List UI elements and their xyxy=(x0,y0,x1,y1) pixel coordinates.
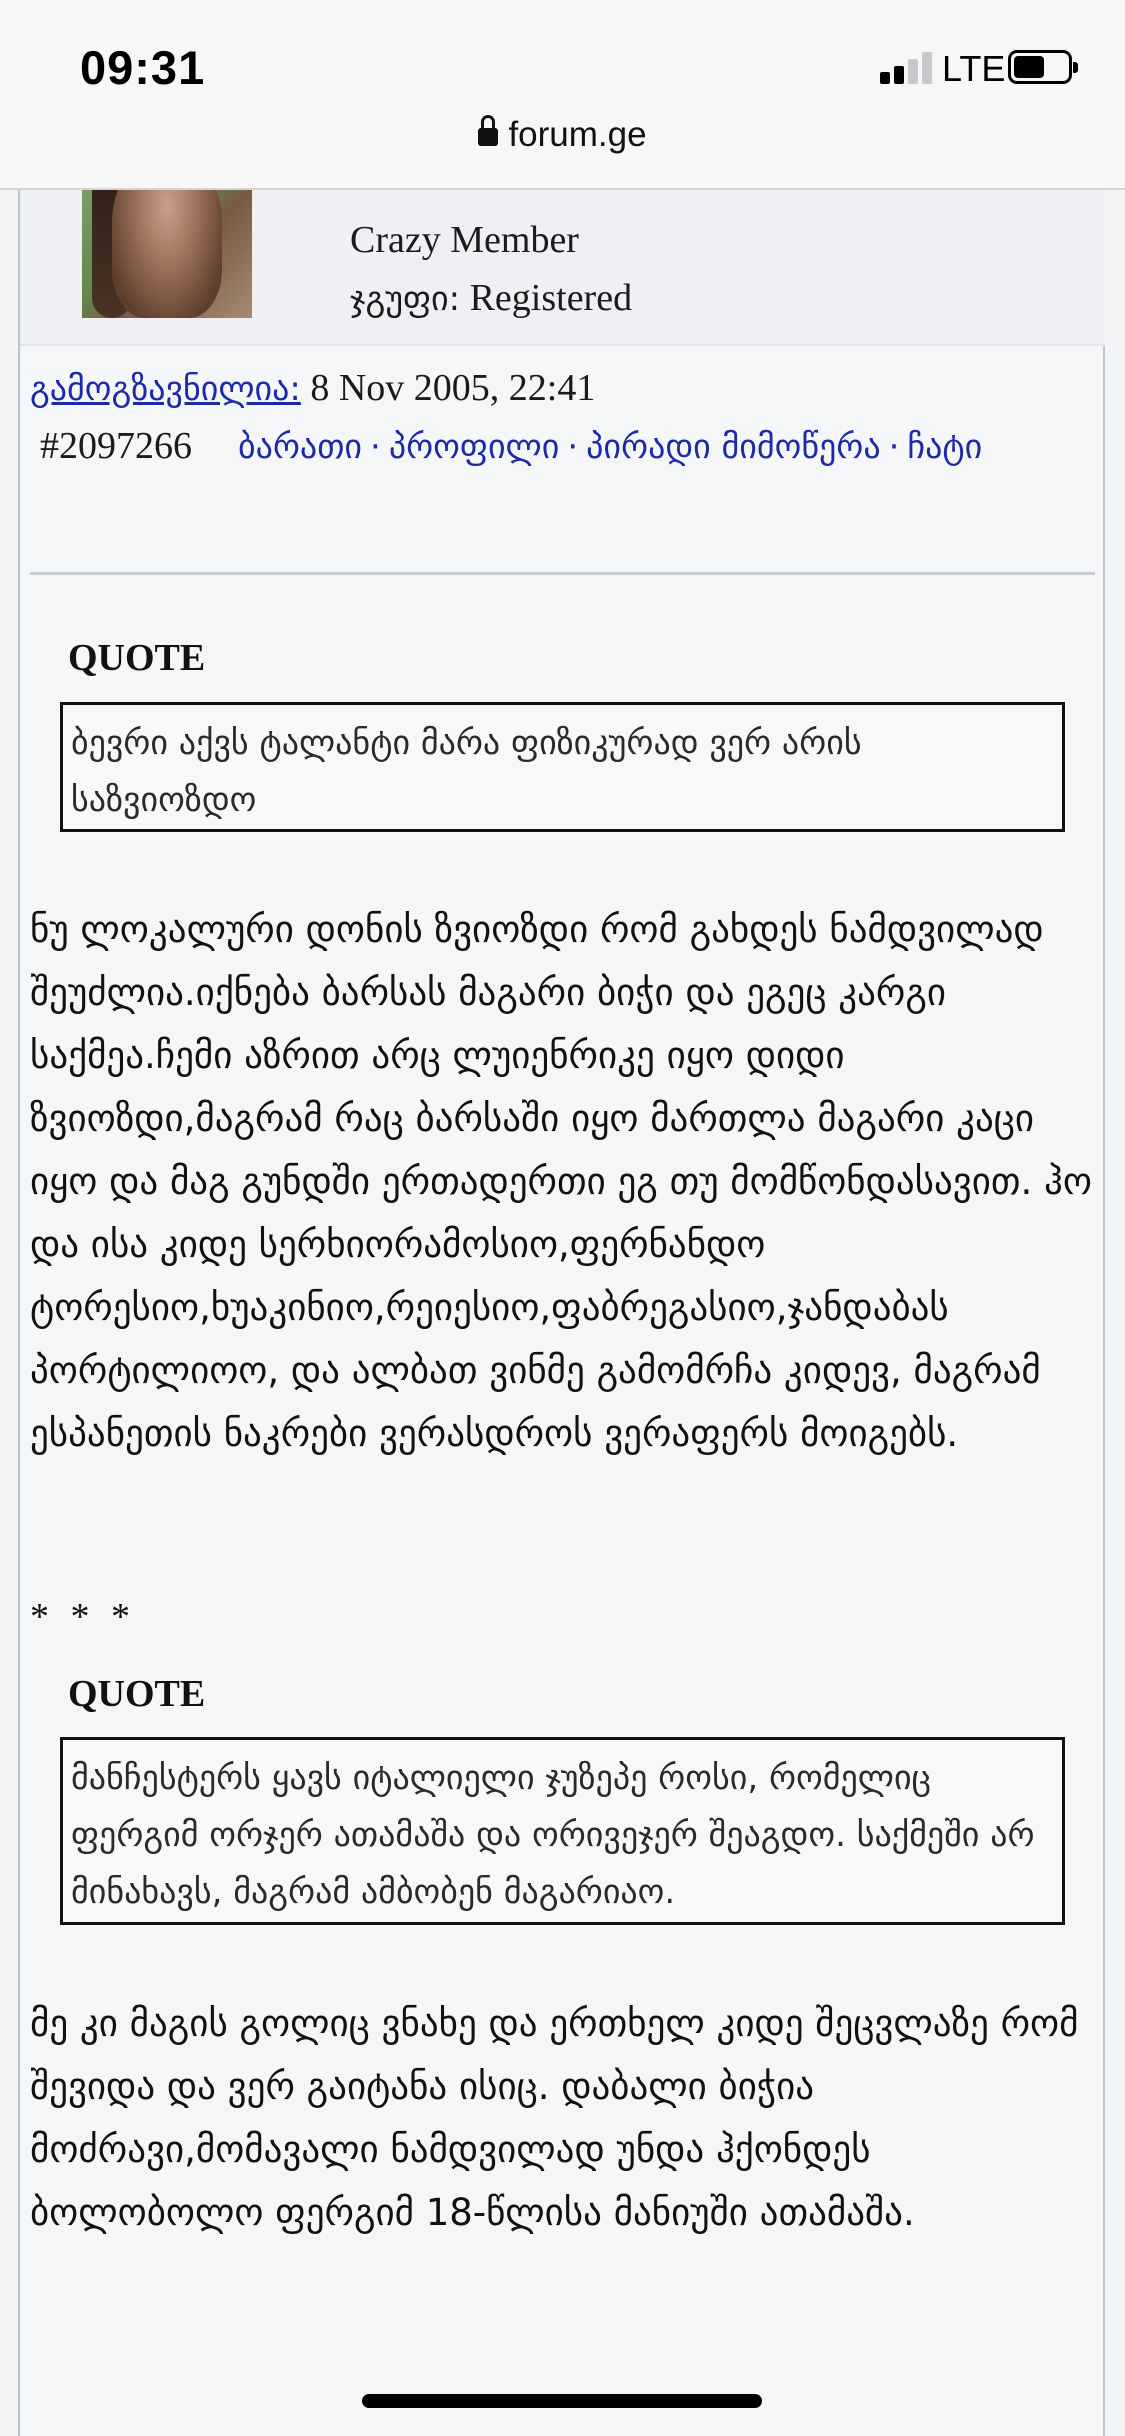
card-link[interactable]: ბარათი xyxy=(238,427,363,467)
post-date: 8 Nov 2005, 22:41 xyxy=(300,367,596,409)
quote-box: მანჩესტერს ყავს იტალიელი ჯუზეპე როსი, რომელიც ფერგიმ ორჯერ ათამაშა და ორივეჯერ შეაგდო. საქმეში არ მინახავს, მაგრამ ამბობენ მაგარიაო. xyxy=(60,1737,1065,1925)
member-group-value: Registered xyxy=(460,277,633,319)
home-indicator[interactable] xyxy=(362,2394,762,2408)
status-time: 09:31 xyxy=(80,41,206,94)
sent-link[interactable]: გამოგზავნილია: xyxy=(30,369,301,409)
member-rank: Crazy Member xyxy=(350,219,579,261)
lock-icon xyxy=(478,124,498,148)
private-message-link[interactable]: პირადი მიმოწერა xyxy=(586,427,881,467)
signal-icon xyxy=(880,52,932,84)
quote-box: ბევრი აქვს ტალანტი მარა ფიზიკურად ვერ არის საზვიოზდო xyxy=(60,702,1065,832)
post-number[interactable]: #2097266 xyxy=(40,425,192,467)
avatar[interactable] xyxy=(82,168,252,318)
member-group-label: ჯგუფი: xyxy=(350,279,461,319)
divider xyxy=(30,572,1095,575)
url-text: forum.ge xyxy=(508,115,647,154)
link-separator: · xyxy=(567,427,579,467)
battery-icon xyxy=(1008,50,1072,84)
user-panel xyxy=(20,188,1105,346)
post-paragraph: მე კი მაგის გოლიც ვნახე და ერთხელ კიდე შეცვლაზე რომ შევიდა და ვერ გაიტანა ისიც. დაბალი ბიჭია მოძრავი,მომავალი ნამდვილად უნდა ჰქონდეს ბოლობოლო ფერგიმ 18-წლისა მანიუში ათამაშა. xyxy=(30,2002,1079,2234)
address-bar[interactable] xyxy=(0,115,1125,155)
profile-link[interactable]: პროფილი xyxy=(388,427,560,467)
link-separator: · xyxy=(888,427,900,467)
post-paragraph: ნუ ლოკალური დონის ზვიოზდი რომ გახდეს ნამდვილად შეუძლია.იქნება ბარსას მაგარი ბიჭი და ეგეც კარგი საქმეა.ჩემი აზრით არც ლუიენრიკე იყო დიდი ზვიოზდი,მაგრამ რაც ბარსაში იყო მართლა მაგარი კაცი იყო და მაგ გუნდში ერთადერთი ეგ თუ მომწონდასავით. ჰო და ისა კიდე სერხიორამოსიო,ფერნანდო ტორესიო,ხუაკინიო,რეიესიო,ფაბრეგასიო,ჯანდაბას პორტილიოო, და ალბათ ვინმე გამომრჩა კიდევ, მაგრამ ესპანეთის ნაკრები ვერასდროს ვერაფერს მოიგებს. xyxy=(30,908,1092,1455)
network-type: LTE xyxy=(942,48,1006,89)
member-group xyxy=(350,276,632,320)
quote-label: QUOTE xyxy=(68,637,206,679)
browser-top-bar xyxy=(0,0,1125,190)
separator-stars: * * * xyxy=(30,1596,136,1638)
post-actions-line xyxy=(30,418,1090,476)
chat-link[interactable]: ჩატი xyxy=(907,427,983,467)
post-meta xyxy=(30,360,1090,476)
link-separator: · xyxy=(370,427,381,467)
post-date-line xyxy=(30,360,1090,418)
quote-label: QUOTE xyxy=(68,1673,206,1715)
